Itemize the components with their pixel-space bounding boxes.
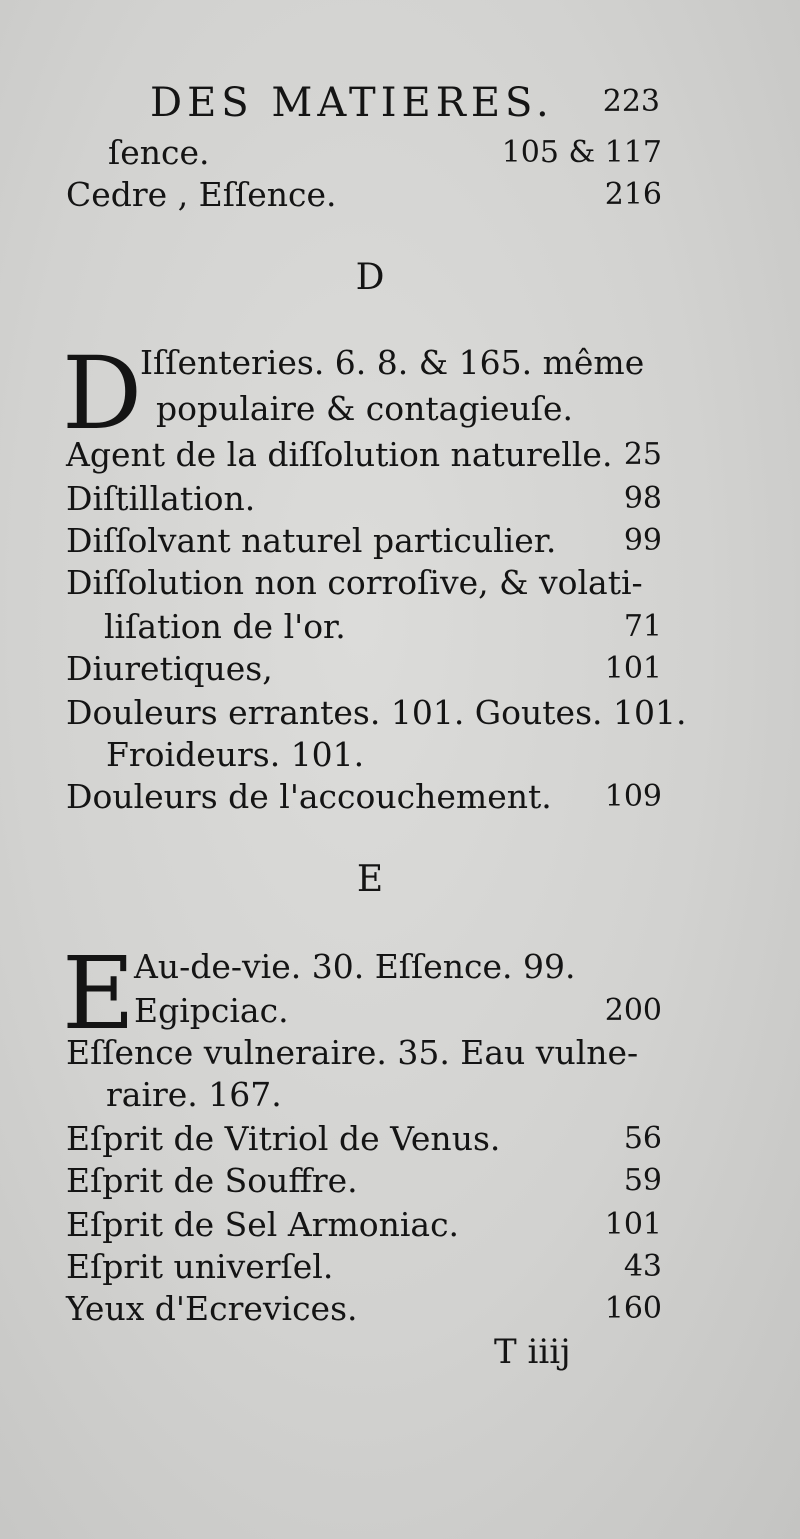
index-entry [108,130,662,176]
index-entry [66,518,662,564]
entry-text: Yeux d'Ecrevices. [66,1289,358,1328]
index-entry [66,172,662,218]
index-entry [106,732,662,778]
section-letter-e: E [356,859,384,900]
entry-text: Egipciac. [134,991,289,1030]
entry-text: Douleurs de l'accouchement. [66,777,552,816]
index-entry [66,1116,662,1162]
entry-text: Diſſolution non corroſive, & volati- [66,563,643,602]
running-header [150,80,660,130]
index-entry [66,690,687,736]
entry-text: Cedre , Eſſence. [66,175,337,214]
entry-page: 216 [604,177,662,212]
entry-page: 200 [604,993,662,1028]
entry-page: 109 [604,779,662,814]
entry-text: Froideurs. 101. [106,735,365,774]
index-entry [66,432,662,478]
index-entry [134,988,662,1034]
index-entry [66,1286,662,1332]
entry-text: raire. 167. [106,1075,282,1114]
entry-text: Eſprit de Vitriol de Venus. [66,1119,501,1158]
entry-page: 99 [623,523,662,558]
entry-page: 105 & 117 [501,135,662,170]
entry-page: 101 [604,1207,662,1242]
entry-page: 59 [623,1163,662,1198]
index-entry [156,386,662,432]
index-entry [66,1158,662,1204]
entry-text: Diuretiques, [66,649,273,688]
index-entry [134,944,662,990]
entry-page: 25 [623,437,662,472]
index-entry [106,1072,662,1118]
index-entry [104,604,662,650]
index-entry [66,560,662,606]
entry-text: Eſprit de Souffre. [66,1161,358,1200]
page-number: 223 [602,84,660,119]
entry-text: populaire & contagieuſe. [156,389,574,428]
entry-page: 43 [623,1249,662,1284]
entry-page: 56 [623,1121,662,1156]
entry-text: Iſſenteries. 6. 8. & 165. même [140,343,645,382]
index-entry [66,1030,662,1076]
entry-page: 160 [604,1291,662,1326]
header-title: DES MATIERES. [150,80,554,126]
entry-text: Eſprit univerſel. [66,1247,334,1286]
index-entry [66,1202,662,1248]
section-letter-d: D [355,257,385,298]
index-entry [66,1244,662,1290]
entry-text: Agent de la diſſolution naturelle. [66,435,613,474]
index-entry [140,340,662,386]
entry-text: Diſtillation. [66,479,256,518]
entry-text: Diſſolvant naturel particulier. [66,521,557,560]
entry-text: Eſprit de Sel Armoniac. [66,1205,460,1244]
entry-text: liſation de l'or. [104,607,346,646]
entry-page: 98 [623,481,662,516]
entry-text: Eſſence vulneraire. 35. Eau vulne- [66,1033,639,1072]
entry-page: 71 [623,609,662,644]
entry-text: Au-de-vie. 30. Eſſence. 99. [134,947,576,986]
index-entry [66,646,662,692]
entry-text: ſence. [108,133,210,172]
index-entry [66,774,662,820]
entry-text: Douleurs errantes. 101. Goutes. 101. [66,693,687,732]
catchword: T iiij [494,1332,571,1372]
dropcap-e: E [62,935,135,1052]
index-entry [66,476,662,522]
dropcap-d: D [62,335,143,452]
entry-page: 101 [604,651,662,686]
